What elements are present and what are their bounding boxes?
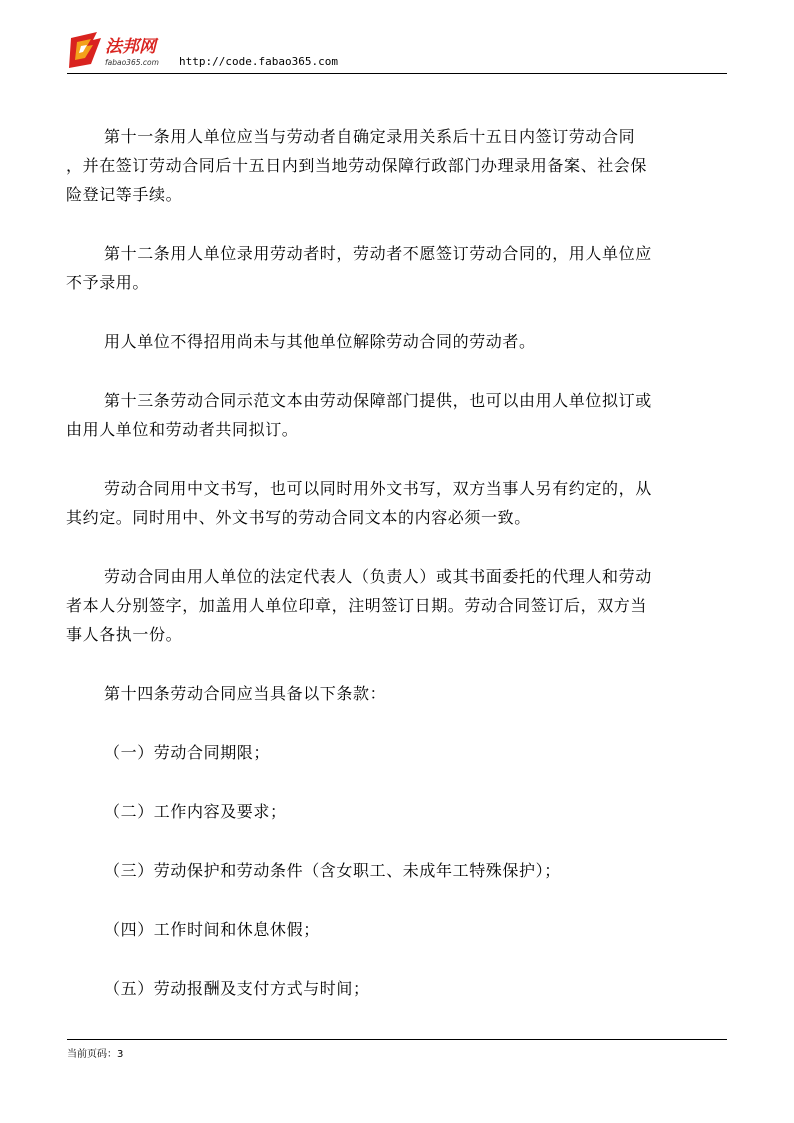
header-divider xyxy=(67,73,727,74)
paragraph-line: （四）工作时间和休息休假； xyxy=(104,920,320,939)
paragraph xyxy=(66,386,728,444)
paragraph xyxy=(66,474,728,532)
paragraph xyxy=(66,327,728,356)
paragraph-line: （一）劳动合同期限； xyxy=(104,743,271,762)
paragraph-line: 其约定。同时用中、外文书写的劳动合同文本的内容必须一致。 xyxy=(66,508,531,527)
page-header xyxy=(67,26,727,74)
paragraph-line: 事人各执一份。 xyxy=(66,625,183,644)
paragraph-line: 劳动合同用中文书写，也可以同时用外文书写，双方当事人另有约定的，从 xyxy=(104,479,652,498)
paragraph xyxy=(66,679,728,708)
paragraph xyxy=(66,562,728,649)
paragraph-line: 第十二条用人单位录用劳动者时，劳动者不愿签订劳动合同的，用人单位应 xyxy=(104,244,652,263)
paragraph-line: （二）工作内容及要求； xyxy=(104,802,287,821)
paragraph-line: 第十四条劳动合同应当具备以下条款： xyxy=(104,684,387,703)
paragraph xyxy=(66,797,728,826)
header-url[interactable]: http://code.fabao365.com xyxy=(179,55,338,68)
footer-divider xyxy=(67,1039,727,1040)
paragraph-line: ，并在签订劳动合同后十五日内到当地劳动保障行政部门办理录用备案、社会保 xyxy=(66,156,648,175)
paragraph xyxy=(66,915,728,944)
paragraph-line: 由用人单位和劳动者共同拟订。 xyxy=(66,420,299,439)
paragraph-line: 用人单位不得招用尚未与其他单位解除劳动合同的劳动者。 xyxy=(104,332,536,351)
logo-subtext: fabao365.com xyxy=(105,58,159,67)
document-body xyxy=(66,122,728,1033)
paragraph xyxy=(66,738,728,767)
paragraph xyxy=(66,239,728,297)
fabao-logo[interactable] xyxy=(67,28,177,70)
paragraph xyxy=(66,122,728,209)
paragraph-line: 险登记等手续。 xyxy=(66,185,183,204)
paragraph xyxy=(66,974,728,1003)
page-number: 当前页码：3 xyxy=(67,1049,124,1060)
paragraph xyxy=(66,856,728,885)
paragraph-line: 者本人分别签字，加盖用人单位印章，注明签订日期。劳动合同签订后，双方当 xyxy=(66,596,648,615)
paragraph-line: （五）劳动报酬及支付方式与时间； xyxy=(104,979,370,998)
paragraph-line: 劳动合同由用人单位的法定代表人（负责人）或其书面委托的代理人和劳动 xyxy=(104,567,652,586)
fabao-logo-icon xyxy=(67,28,177,70)
paragraph-line: 不予录用。 xyxy=(66,273,150,292)
paragraph-line: 第十一条用人单位应当与劳动者自确定录用关系后十五日内签订劳动合同 xyxy=(104,127,636,146)
paragraph-line: （三）劳动保护和劳动条件（含女职工、未成年工特殊保护）； xyxy=(104,861,561,880)
paragraph-line: 第十三条劳动合同示范文本由劳动保障部门提供，也可以由用人单位拟订或 xyxy=(104,391,652,410)
logo-text: 法邦网 xyxy=(105,37,156,57)
